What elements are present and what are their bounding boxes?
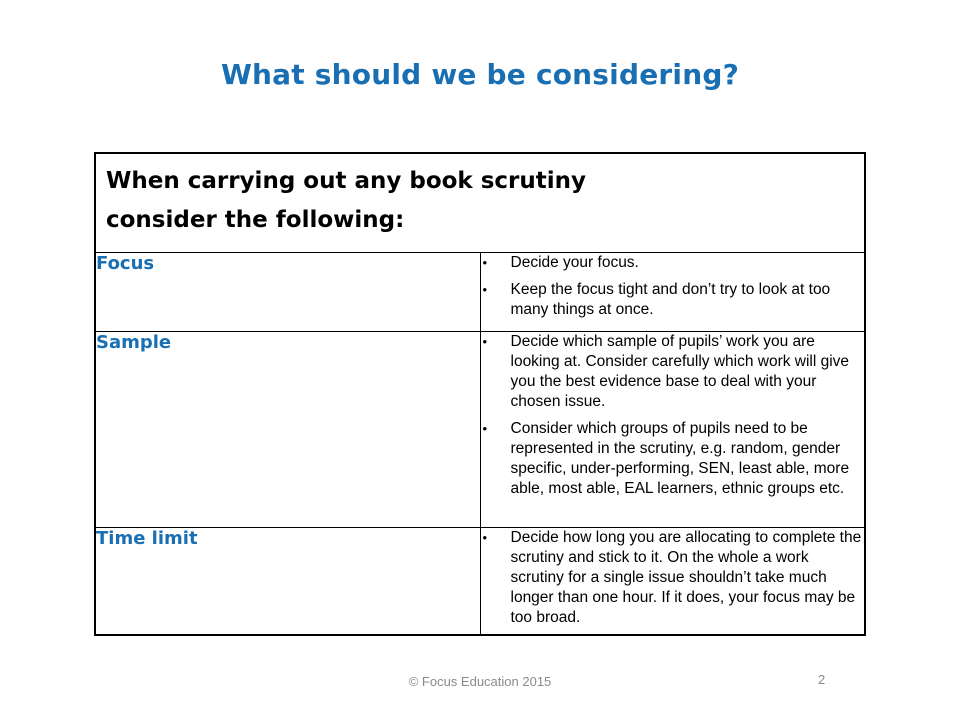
- row-label-cell: [95, 332, 480, 528]
- table-header: [96, 154, 864, 240]
- table-header-cell: [95, 153, 865, 253]
- table-header-row: [95, 153, 865, 253]
- table-header-line-1: When carrying out any book scrutiny: [106, 168, 587, 194]
- row-label-cell: [95, 253, 480, 332]
- bullet-icon: •: [482, 334, 488, 349]
- bullet-text: Decide which sample of pupils’ work you are looking at. Consider carefully which work will give you the best evidence base to deal with your chosen issue.: [510, 333, 850, 410]
- table-row-sample: [95, 332, 865, 528]
- row-label-time-limit: Time limit: [96, 528, 198, 549]
- footer-copyright: © Focus Education 2015: [408, 674, 552, 689]
- row-content-cell: [480, 528, 865, 635]
- list-item: [481, 332, 865, 412]
- table-header-line-2: consider the following:: [106, 207, 405, 233]
- table-row-time-limit: [95, 528, 865, 635]
- row-content-cell: [480, 253, 865, 332]
- row-label-cell: [95, 528, 480, 635]
- bullet-text: Decide your focus.: [510, 254, 639, 271]
- bullet-icon: •: [482, 282, 488, 297]
- bullet-icon: •: [482, 255, 488, 270]
- bullet-icon: •: [482, 421, 488, 436]
- bullet-icon: •: [482, 530, 488, 545]
- table-row-focus: [95, 253, 865, 332]
- bullet-text: Decide how long you are allocating to complete the scrutiny and stick to it. On the whole a work scrutiny for a single issue shouldn’t take much longer than one hour. If it does, your focus may be too broad.: [510, 529, 862, 626]
- row-label-sample: Sample: [96, 332, 172, 353]
- list-item: [481, 280, 865, 320]
- bullet-text: Keep the focus tight and don’t try to look at too many things at once.: [510, 281, 831, 318]
- row-label-focus: Focus: [96, 253, 155, 274]
- list-item: [481, 528, 865, 628]
- bullet-list: [481, 332, 865, 499]
- bullet-list: [481, 253, 865, 320]
- bullet-list: [481, 528, 865, 628]
- page-number: 2: [818, 672, 826, 687]
- slide-title: What should we be considering?: [220, 58, 740, 91]
- list-item: [481, 419, 865, 499]
- list-item: [481, 253, 865, 273]
- scrutiny-table: [94, 152, 866, 636]
- row-content-cell: [480, 332, 865, 528]
- bullet-text: Consider which groups of pupils need to be represented in the scrutiny, e.g. random, gender specific, under-performing, SEN, least able, more able, most able, EAL learners, ethnic groups etc.: [510, 420, 850, 497]
